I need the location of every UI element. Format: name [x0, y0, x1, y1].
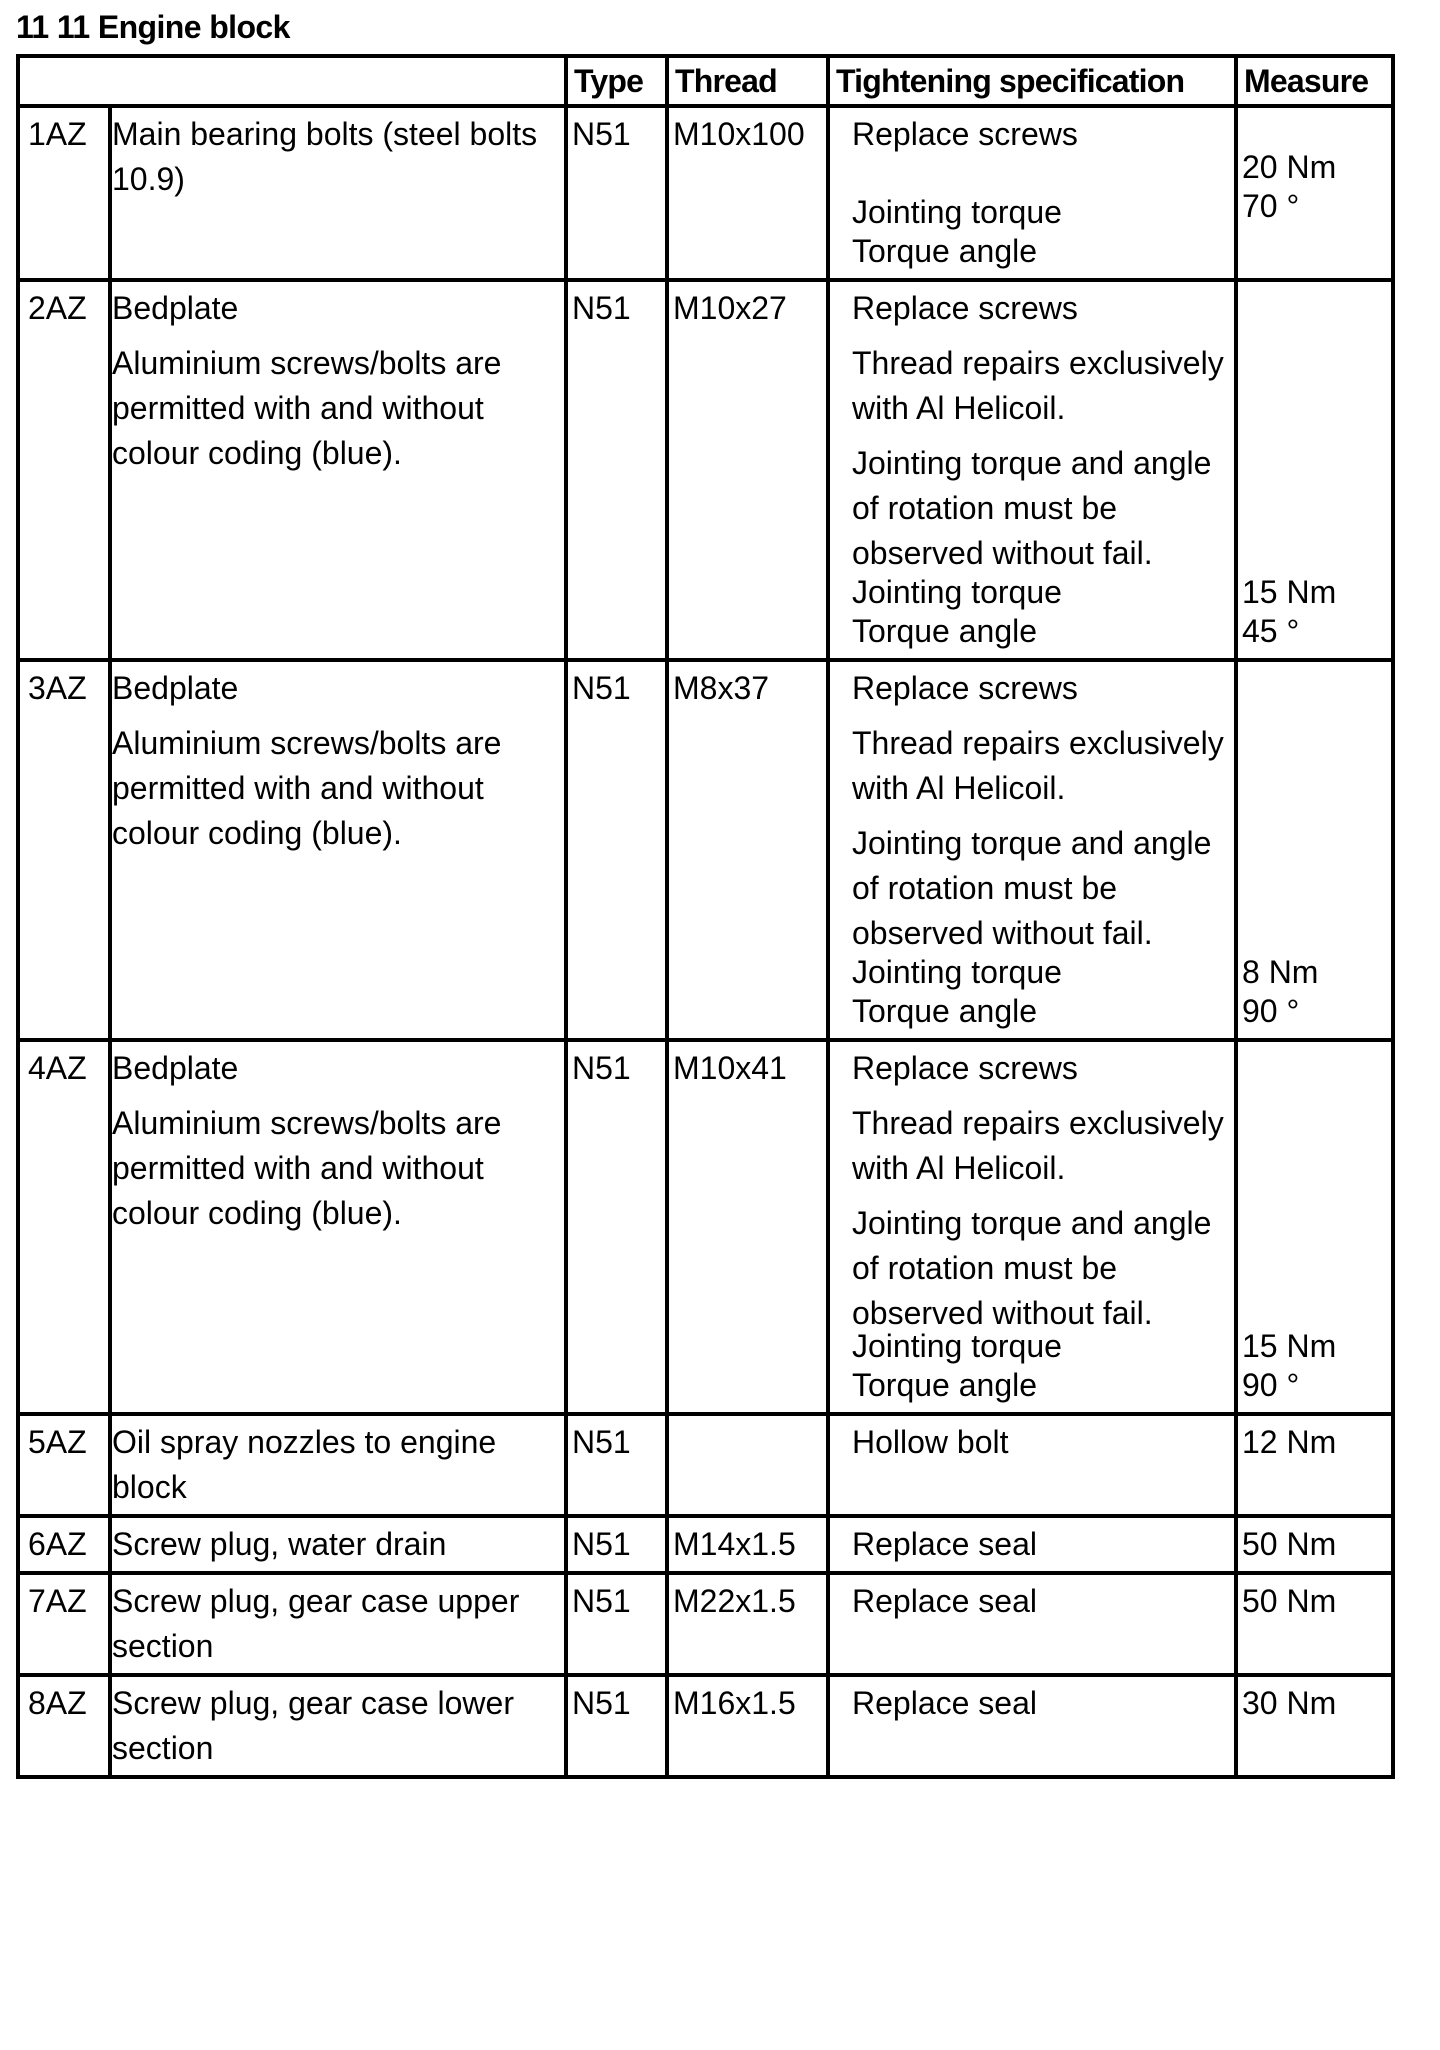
table-row	[18, 1414, 1393, 1516]
item-name: Bedplate	[112, 670, 239, 706]
item-name: Screw plug, gear case lower section	[112, 1685, 514, 1766]
item-description	[110, 106, 566, 280]
spec-step: Replace screws	[852, 116, 1078, 152]
item-code: 5AZ	[18, 1414, 110, 1516]
item-code: 1AZ	[18, 106, 110, 280]
item-code: 6AZ	[18, 1516, 110, 1573]
spec-step: Thread repairs exclusively with Al Helicoil.	[852, 725, 1224, 806]
spec-step: Torque angle	[852, 993, 1038, 1029]
item-code: 8AZ	[18, 1675, 110, 1777]
measure-cell	[1236, 1040, 1393, 1414]
spec-step: Replace screws	[852, 1050, 1078, 1086]
measure-value: 12 Nm	[1242, 1424, 1337, 1460]
item-thread: M10x41	[667, 1040, 828, 1414]
item-type: N51	[566, 660, 667, 1040]
spec-step: Jointing torque and angle of rotation must be observed without fail.	[852, 1205, 1212, 1331]
header-row	[18, 56, 1393, 106]
measure-cell	[1236, 280, 1393, 660]
item-name: Oil spray nozzles to engine block	[112, 1424, 497, 1505]
spec-step: Replace seal	[852, 1526, 1037, 1562]
table-row	[18, 1675, 1393, 1777]
item-description	[110, 660, 566, 1040]
spec-step: Jointing torque and angle of rotation must be observed without fail.	[852, 445, 1212, 571]
item-thread: M8x37	[667, 660, 828, 1040]
tightening-spec	[828, 1414, 1236, 1516]
item-name: Bedplate	[112, 1050, 239, 1086]
spec-step: Thread repairs exclusively with Al Helicoil.	[852, 1105, 1224, 1186]
engine-block-spec-table	[16, 54, 1395, 1779]
spec-step: Jointing torque and angle of rotation must be observed without fail.	[852, 825, 1212, 951]
item-type: N51	[566, 1573, 667, 1675]
tightening-spec	[828, 1675, 1236, 1777]
measure-cell	[1236, 660, 1393, 1040]
item-thread: M10x100	[667, 106, 828, 280]
item-description	[110, 1675, 566, 1777]
table-row	[18, 1573, 1393, 1675]
item-type: N51	[566, 106, 667, 280]
spec-step: Torque angle	[852, 233, 1038, 269]
measure-cell	[1236, 1414, 1393, 1516]
spec-step: Replace seal	[852, 1685, 1037, 1721]
measure-value: 45 °	[1242, 613, 1300, 649]
header-measure: Measure	[1236, 56, 1393, 106]
spec-step: Jointing torque	[852, 1328, 1062, 1364]
tightening-spec	[828, 1516, 1236, 1573]
measure-value: 8 Nm	[1242, 954, 1319, 990]
tightening-spec	[828, 280, 1236, 660]
header-tightening-specification: Tightening specification	[828, 56, 1236, 106]
item-thread: M10x27	[667, 280, 828, 660]
spec-step: Thread repairs exclusively with Al Helicoil.	[852, 345, 1224, 426]
table-row	[18, 660, 1393, 1040]
item-type: N51	[566, 1414, 667, 1516]
item-description	[110, 1516, 566, 1573]
measure-value: 20 Nm	[1242, 149, 1337, 185]
item-description	[110, 280, 566, 660]
item-type: N51	[566, 1040, 667, 1414]
item-thread: M14x1.5	[667, 1516, 828, 1573]
item-code: 3AZ	[18, 660, 110, 1040]
measure-value: 15 Nm	[1242, 574, 1337, 610]
measure-cell	[1236, 106, 1393, 280]
measure-value: 50 Nm	[1242, 1526, 1337, 1562]
spec-step: Torque angle	[852, 1367, 1038, 1403]
measure-value: 30 Nm	[1242, 1685, 1337, 1721]
item-type: N51	[566, 280, 667, 660]
table-row	[18, 1040, 1393, 1414]
header-item	[18, 56, 566, 106]
item-name: Bedplate	[112, 290, 239, 326]
item-code: 2AZ	[18, 280, 110, 660]
spec-step: Jointing torque	[852, 954, 1062, 990]
item-type: N51	[566, 1516, 667, 1573]
measure-value: 50 Nm	[1242, 1583, 1337, 1619]
item-description	[110, 1414, 566, 1516]
tightening-spec	[828, 1040, 1236, 1414]
page-title: 11 11 Engine block	[16, 9, 290, 45]
measure-value: 90 °	[1242, 1367, 1300, 1403]
item-thread: M22x1.5	[667, 1573, 828, 1675]
measure-value: 70 °	[1242, 188, 1300, 224]
item-type: N51	[566, 1675, 667, 1777]
spec-step: Torque angle	[852, 613, 1038, 649]
spec-step: Replace seal	[852, 1583, 1037, 1619]
table-row	[18, 280, 1393, 660]
item-note: Aluminium screws/bolts are permitted with and without colour coding (blue).	[112, 725, 502, 851]
spec-step: Hollow bolt	[852, 1424, 1009, 1460]
measure-cell	[1236, 1675, 1393, 1777]
item-thread	[667, 1414, 828, 1516]
table-row	[18, 106, 1393, 280]
spec-step: Replace screws	[852, 290, 1078, 326]
measure-cell	[1236, 1573, 1393, 1675]
measure-value: 15 Nm	[1242, 1328, 1337, 1364]
item-code: 4AZ	[18, 1040, 110, 1414]
tightening-spec	[828, 1573, 1236, 1675]
table-row	[18, 1516, 1393, 1573]
tightening-spec	[828, 106, 1236, 280]
item-name: Screw plug, water drain	[112, 1526, 447, 1562]
item-name: Main bearing bolts (steel bolts 10.9)	[112, 116, 538, 197]
tightening-spec	[828, 660, 1236, 1040]
item-name: Screw plug, gear case upper section	[112, 1583, 520, 1664]
header-type: Type	[566, 56, 667, 106]
measure-value: 90 °	[1242, 993, 1300, 1029]
measure-cell	[1236, 1516, 1393, 1573]
item-description	[110, 1573, 566, 1675]
item-description	[110, 1040, 566, 1414]
spec-step: Jointing torque	[852, 574, 1062, 610]
header-thread: Thread	[667, 56, 828, 106]
item-note: Aluminium screws/bolts are permitted with and without colour coding (blue).	[112, 345, 502, 471]
item-note: Aluminium screws/bolts are permitted with and without colour coding (blue).	[112, 1105, 502, 1231]
spec-step: Jointing torque	[852, 194, 1062, 230]
item-code: 7AZ	[18, 1573, 110, 1675]
item-thread: M16x1.5	[667, 1675, 828, 1777]
spec-step: Replace screws	[852, 670, 1078, 706]
